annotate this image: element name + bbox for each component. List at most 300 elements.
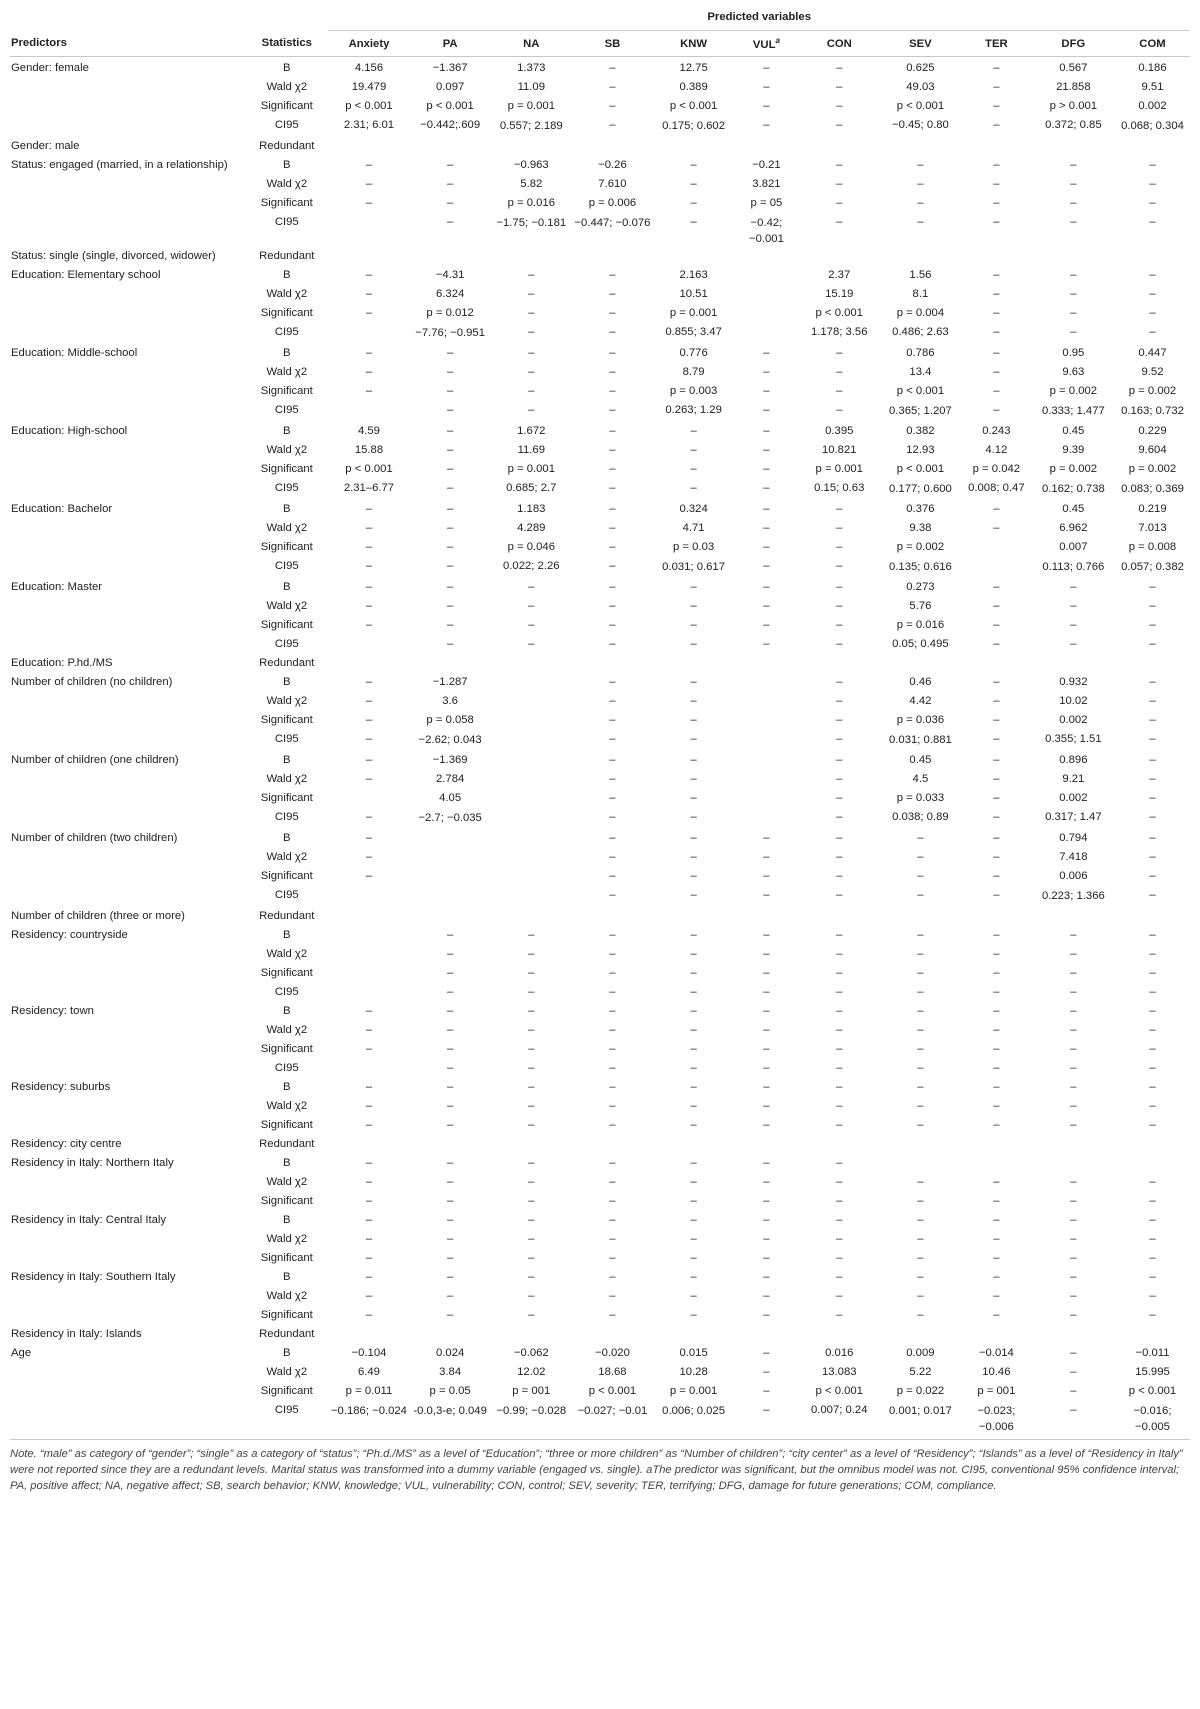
value-cell-anxiety: – — [365, 1005, 373, 1017]
table-row — [10, 1287, 1190, 1306]
value-cell-sev: – — [917, 1233, 924, 1245]
value-cell-ter: −0.014 — [978, 1347, 1014, 1359]
value-cell-ter: – — [993, 619, 1000, 631]
value-cell-anxiety: – — [365, 754, 373, 766]
value-cell-ter: – — [993, 522, 1000, 534]
value-cell-anxiety: 2.31; 6.01 — [343, 119, 395, 131]
value-cell-con: 10.821 — [821, 444, 857, 456]
value-cell-dfg: – — [1070, 1043, 1077, 1055]
value-cell-sev: 0.382 — [906, 425, 935, 437]
value-cell-pa: – — [446, 986, 454, 998]
value-cell-ter — [961, 1325, 1032, 1344]
value-cell-con: – — [836, 216, 843, 228]
value-cell-na: – — [528, 1271, 535, 1283]
value-cell-sev: 0.05; 0.495 — [892, 638, 949, 650]
value-cell-dfg: – — [1070, 307, 1077, 319]
value-cell-ter: – — [993, 119, 1000, 131]
table-row — [10, 964, 1190, 983]
value-cell-vul — [734, 711, 799, 730]
value-cell-ter: – — [993, 503, 1000, 515]
value-cell-anxiety — [328, 886, 409, 907]
table-row — [10, 770, 1190, 789]
value-cell-knw: – — [690, 811, 697, 823]
value-cell-con — [799, 1135, 880, 1154]
value-cell-vul: – — [763, 81, 770, 93]
value-cell-ter: – — [993, 1119, 1000, 1131]
value-cell-ter — [961, 654, 1032, 673]
value-cell-con: 0.15; 0.63 — [814, 482, 865, 494]
predictor-cell — [10, 441, 245, 460]
value-cell-con: – — [836, 1252, 843, 1264]
value-cell-vul: −0.21 — [752, 159, 781, 171]
predictor-cell — [10, 78, 245, 97]
value-cell-na — [491, 654, 572, 673]
value-cell-dfg: 7.418 — [1059, 851, 1088, 863]
table-row — [10, 363, 1190, 382]
value-cell-pa: 3.84 — [439, 1366, 462, 1378]
value-cell-na — [491, 1135, 572, 1154]
value-cell-anxiety: – — [365, 269, 373, 281]
predictor-cell — [10, 382, 245, 401]
value-cell-con: p = 0.001 — [815, 463, 863, 475]
value-cell-com: 9.52 — [1141, 366, 1164, 378]
value-cell-dfg: – — [1070, 288, 1077, 300]
value-cell-vul: – — [763, 889, 770, 901]
value-cell-con: – — [836, 967, 843, 979]
value-cell-com: – — [1149, 619, 1156, 631]
value-cell-sev: p = 0.016 — [896, 619, 945, 631]
value-cell-com: – — [1149, 1005, 1156, 1017]
value-cell-sev: – — [917, 1309, 924, 1321]
value-cell-dfg: 0.006 — [1059, 870, 1088, 882]
value-cell-dfg: 6.962 — [1059, 522, 1088, 534]
value-cell-sev — [880, 1135, 961, 1154]
value-cell-con: – — [836, 1005, 843, 1017]
value-cell-dfg: – — [1070, 159, 1077, 171]
value-cell-pa: 4.05 — [439, 792, 462, 804]
table-row — [10, 1192, 1190, 1211]
value-cell-com: – — [1149, 889, 1156, 901]
value-cell-anxiety: – — [365, 1271, 373, 1283]
value-cell-vul: – — [763, 967, 770, 979]
statistic-cell: Significant — [260, 967, 313, 979]
value-cell-pa: – — [446, 1309, 454, 1321]
value-cell-sev: – — [917, 1043, 924, 1055]
value-cell-na — [491, 829, 572, 848]
value-cell-com: – — [1149, 1233, 1156, 1245]
statistic-cell: B — [283, 1214, 291, 1226]
value-cell-knw: 0.006; 0.025 — [653, 1401, 734, 1440]
value-cell-dfg: – — [1070, 638, 1077, 650]
value-cell-sev: 0.001; 0.017 — [880, 1401, 961, 1440]
value-cell-ter: – — [993, 811, 1000, 823]
value-cell-sev: p < 0.001 — [896, 100, 945, 112]
table-row — [10, 1306, 1190, 1325]
value-cell-com: 0.083; 0.369 — [1121, 483, 1184, 495]
value-cell-com: 7.013 — [1138, 522, 1167, 534]
value-cell-sb: p < 0.001 — [588, 1385, 637, 1397]
value-cell-anxiety: – — [365, 1233, 373, 1245]
value-cell-dfg: 0.794 — [1059, 832, 1088, 844]
value-cell-ter — [961, 137, 1032, 156]
value-cell-sev: p = 0.004 — [896, 307, 945, 319]
value-cell-dfg: – — [1070, 1366, 1077, 1378]
value-cell-dfg: – — [1070, 1119, 1077, 1131]
value-cell-ter: – — [993, 851, 1000, 863]
value-cell-con: – — [836, 404, 843, 416]
value-cell-ter: – — [993, 307, 1000, 319]
table-row — [10, 1230, 1190, 1249]
value-cell-dfg: 0.317; 1.47 — [1045, 811, 1102, 823]
value-cell-pa: – — [446, 1119, 454, 1131]
statistic-cell: Redundant — [259, 1138, 315, 1150]
predictor-cell — [10, 1173, 245, 1192]
value-cell-ter: – — [993, 326, 1000, 338]
value-cell-knw: – — [690, 1290, 697, 1302]
value-cell-com: – — [1149, 811, 1156, 823]
value-cell-pa: p = 0.012 — [426, 307, 474, 319]
value-cell-sev: – — [917, 1195, 924, 1207]
value-cell-knw: – — [690, 197, 697, 209]
value-cell-vul: – — [734, 1401, 799, 1440]
value-cell-pa: – — [446, 1233, 454, 1245]
value-cell-knw: – — [690, 444, 697, 456]
value-cell-na: – — [528, 307, 535, 319]
value-cell-ter: – — [993, 81, 1000, 93]
value-cell-com: – — [1149, 1214, 1156, 1226]
value-cell-sev: 0.486; 2.63 — [892, 326, 949, 338]
table-row — [10, 886, 1190, 907]
value-cell-vul: – — [763, 600, 770, 612]
value-cell-pa: −0.442;.609 — [420, 119, 481, 131]
value-cell-pa: – — [446, 948, 454, 960]
value-cell-dfg: p = 0.002 — [1049, 385, 1098, 397]
value-cell-sev: – — [917, 967, 924, 979]
value-cell-anxiety — [328, 926, 409, 945]
value-cell-na — [491, 848, 572, 867]
value-cell-sev: 0.625 — [906, 62, 935, 74]
value-cell-vul — [734, 673, 799, 692]
table-row — [10, 808, 1190, 829]
table-row — [10, 156, 1190, 175]
value-cell-vul: – — [763, 1157, 770, 1169]
value-cell-vul — [734, 137, 799, 156]
value-cell-dfg — [1032, 654, 1115, 673]
predictor-cell — [10, 97, 245, 116]
value-cell-na — [491, 867, 572, 886]
value-cell-vul: – — [763, 851, 770, 863]
value-cell-knw: – — [690, 792, 697, 804]
value-cell-dfg: – — [1070, 1100, 1077, 1112]
value-cell-con: – — [836, 600, 843, 612]
statistic-cell: Wald χ2 — [266, 1100, 308, 1112]
value-cell-pa: – — [446, 1081, 454, 1093]
statistic-cell: Significant — [260, 197, 313, 209]
value-cell-sev: 12.93 — [906, 444, 935, 456]
value-cell-dfg: – — [1070, 1385, 1077, 1397]
value-cell-sev: – — [917, 159, 924, 171]
value-cell-ter: – — [993, 1233, 1000, 1245]
value-cell-pa: – — [446, 1290, 454, 1302]
value-cell-anxiety — [328, 983, 409, 1002]
predictor-cell — [10, 692, 245, 711]
value-cell-con: 0.395 — [825, 425, 854, 437]
table-row — [10, 1040, 1190, 1059]
predictor-cell — [10, 538, 245, 557]
value-cell-com: 0.229 — [1138, 425, 1167, 437]
predictor-cell: Gender: female — [11, 62, 89, 74]
value-cell-com: 0.186 — [1138, 62, 1167, 74]
value-cell-vul: – — [763, 444, 770, 456]
column-header-na: NA — [491, 31, 572, 57]
value-cell-vul: – — [763, 1119, 770, 1131]
value-cell-knw: – — [690, 1271, 697, 1283]
predictor-cell — [10, 479, 245, 500]
table-row — [10, 1135, 1190, 1154]
table-row — [10, 1173, 1190, 1192]
value-cell-ter: – — [993, 1309, 1000, 1321]
value-cell-pa — [410, 1325, 491, 1344]
value-cell-pa: 0.097 — [435, 81, 465, 93]
value-cell-vul: – — [763, 463, 770, 475]
value-cell-anxiety: p < 0.001 — [345, 100, 393, 112]
value-cell-vul: – — [763, 1366, 770, 1378]
statistic-cell: Significant — [260, 792, 313, 804]
value-cell-sb: – — [609, 503, 616, 515]
value-cell-anxiety: – — [365, 347, 373, 359]
value-cell-dfg: – — [1070, 1233, 1077, 1245]
value-cell-pa: – — [446, 1271, 454, 1283]
value-cell-com: – — [1149, 1062, 1156, 1074]
value-cell-ter: −0.023; −0.006 — [961, 1401, 1032, 1440]
value-cell-com — [1115, 654, 1190, 673]
value-cell-sev: – — [917, 1081, 924, 1093]
value-cell-con: – — [836, 714, 843, 726]
value-cell-pa: −4.31 — [435, 269, 465, 281]
value-cell-con — [799, 247, 880, 266]
value-cell-con — [799, 907, 880, 926]
predictor-cell — [10, 1401, 245, 1440]
statistic-cell: Wald χ2 — [266, 1290, 308, 1302]
value-cell-ter: 4.12 — [985, 444, 1008, 456]
value-cell-sev: 1.56 — [909, 269, 932, 281]
value-cell-com: 9.604 — [1138, 444, 1167, 456]
value-cell-con: – — [836, 1176, 843, 1188]
statistic-cell: Redundant — [259, 1328, 315, 1340]
column-header-pa: PA — [410, 31, 491, 57]
value-cell-na: p = 0.001 — [507, 463, 555, 475]
value-cell-ter — [961, 557, 1032, 578]
value-cell-sev: p = 0.022 — [896, 1385, 945, 1397]
predictor-cell — [10, 116, 245, 137]
value-cell-knw — [653, 1325, 734, 1344]
value-cell-anxiety: 19.479 — [351, 81, 387, 93]
value-cell-sb: – — [609, 62, 616, 74]
predictor-cell — [10, 401, 245, 422]
value-cell-ter: – — [993, 404, 1000, 416]
value-cell-sev: – — [917, 1100, 924, 1112]
value-cell-sb: – — [609, 385, 616, 397]
value-cell-anxiety: – — [365, 288, 373, 300]
value-cell-dfg: – — [1070, 197, 1077, 209]
value-cell-vul — [734, 907, 799, 926]
predictor-cell: Residency in Italy: Central Italy — [11, 1214, 167, 1226]
value-cell-sev: – — [917, 178, 924, 190]
value-cell-pa: – — [446, 425, 454, 437]
value-cell-sev: – — [917, 1119, 924, 1131]
value-cell-vul: – — [763, 1347, 770, 1359]
table-row — [10, 1363, 1190, 1382]
value-cell-pa — [410, 247, 491, 266]
value-cell-pa: – — [446, 1157, 454, 1169]
value-cell-con: 0.016 — [825, 1347, 854, 1359]
predictor-cell — [10, 213, 245, 247]
value-cell-ter: – — [993, 889, 1000, 901]
value-cell-sev: 8.1 — [912, 288, 929, 300]
value-cell-dfg: 0.896 — [1059, 754, 1088, 766]
statistic-cell: Wald χ2 — [266, 366, 308, 378]
value-cell-con: – — [836, 62, 843, 74]
table-row — [10, 983, 1190, 1002]
table-row — [10, 557, 1190, 578]
value-cell-anxiety — [328, 401, 409, 422]
value-cell-na: 0.022; 2.26 — [503, 560, 560, 572]
value-cell-dfg: 0.007 — [1059, 541, 1088, 553]
value-cell-ter — [961, 247, 1032, 266]
value-cell-sb: – — [609, 619, 616, 631]
value-cell-sev: p = 0.036 — [896, 714, 945, 726]
statistic-cell: B — [283, 929, 291, 941]
column-header-con: CON — [799, 31, 880, 57]
value-cell-anxiety: – — [365, 1157, 373, 1169]
value-cell-anxiety — [328, 907, 409, 926]
value-cell-sb: – — [609, 792, 616, 804]
value-cell-anxiety: – — [365, 1176, 373, 1188]
value-cell-pa: – — [446, 347, 454, 359]
value-cell-ter: – — [993, 773, 1000, 785]
value-cell-knw — [653, 1135, 734, 1154]
value-cell-anxiety — [328, 654, 409, 673]
value-cell-anxiety — [328, 1059, 409, 1078]
value-cell-vul — [734, 654, 799, 673]
value-cell-sb: – — [609, 948, 616, 960]
value-cell-knw: – — [690, 1100, 697, 1112]
value-cell-na: – — [528, 638, 535, 650]
predictor-cell: Number of children (one children) — [11, 754, 179, 766]
statistic-cell: CI95 — [274, 404, 299, 416]
value-cell-anxiety: – — [365, 870, 373, 882]
value-cell-sb: – — [609, 754, 616, 766]
value-cell-con — [799, 1325, 880, 1344]
value-cell-anxiety: 6.49 — [357, 1366, 380, 1378]
value-cell-con — [799, 654, 880, 673]
table-row — [10, 116, 1190, 137]
predictor-cell: Number of children (three or more) — [11, 910, 185, 922]
value-cell-dfg: – — [1070, 1214, 1077, 1226]
value-cell-sev: 13.4 — [909, 366, 932, 378]
value-cell-con: – — [836, 1081, 843, 1093]
value-cell-vul: p = 05 — [750, 197, 783, 209]
value-cell-anxiety — [328, 247, 409, 266]
predictor-cell — [10, 1192, 245, 1211]
value-cell-dfg — [1032, 907, 1115, 926]
value-cell-anxiety: – — [365, 851, 373, 863]
value-cell-sb — [572, 1135, 653, 1154]
value-cell-sb: – — [609, 1252, 616, 1264]
predictor-cell — [10, 808, 245, 829]
value-cell-knw: – — [690, 773, 697, 785]
value-cell-com: −0.011 — [1135, 1347, 1170, 1359]
predictor-cell — [10, 597, 245, 616]
predictor-cell — [10, 1097, 245, 1116]
value-cell-sb: p = 0.006 — [588, 197, 637, 209]
predictor-cell — [10, 1059, 245, 1078]
value-cell-vul: – — [763, 100, 770, 112]
value-cell-pa: – — [446, 178, 454, 190]
value-cell-com — [1115, 137, 1190, 156]
value-cell-com: – — [1149, 269, 1156, 281]
value-cell-con: – — [836, 1271, 843, 1283]
value-cell-anxiety: – — [365, 307, 373, 319]
value-cell-sev — [880, 1154, 961, 1173]
value-cell-vul: – — [763, 1062, 770, 1074]
value-cell-vul: – — [763, 1271, 770, 1283]
predictor-cell — [10, 635, 245, 654]
value-cell-sb: – — [609, 851, 616, 863]
value-cell-sev: 0.45 — [909, 754, 932, 766]
value-cell-na: 11.09 — [517, 81, 545, 93]
value-cell-ter: 0.243 — [982, 425, 1011, 437]
statistic-cell: B — [283, 581, 291, 593]
value-cell-anxiety: – — [365, 1214, 373, 1226]
value-cell-na: – — [528, 929, 535, 941]
value-cell-dfg: p = 0.002 — [1049, 463, 1098, 475]
value-cell-con: 15.19 — [825, 288, 854, 300]
value-cell-na: – — [528, 600, 535, 612]
statistic-cell: Significant — [260, 1119, 313, 1131]
value-cell-con: – — [836, 159, 843, 171]
value-cell-ter: – — [993, 948, 1000, 960]
predictors-header: Predictors — [10, 31, 245, 57]
value-cell-ter: – — [993, 197, 1000, 209]
value-cell-com: – — [1149, 1290, 1156, 1302]
value-cell-dfg: 0.45 — [1062, 425, 1085, 437]
value-cell-vul — [734, 247, 799, 266]
value-cell-com — [1115, 1154, 1190, 1173]
value-cell-knw: p = 0.03 — [673, 541, 715, 553]
statistic-cell: Wald χ2 — [266, 695, 308, 707]
value-cell-na: – — [528, 1062, 535, 1074]
value-cell-knw: – — [690, 1024, 697, 1036]
statistic-cell: Significant — [260, 619, 313, 631]
value-cell-vul — [734, 1325, 799, 1344]
column-header-dfg: DFG — [1032, 31, 1115, 57]
statistic-cell: Significant — [260, 1043, 313, 1055]
value-cell-sev: 0.376 — [906, 503, 935, 515]
value-cell-vul: – — [763, 986, 770, 998]
table-row — [10, 382, 1190, 401]
value-cell-sb: – — [609, 100, 616, 112]
value-cell-sb — [572, 654, 653, 673]
value-cell-sev: 0.009 — [906, 1347, 935, 1359]
value-cell-dfg: 9.63 — [1062, 366, 1085, 378]
value-cell-pa: – — [446, 1024, 454, 1036]
predictor-cell — [10, 460, 245, 479]
value-cell-knw — [653, 247, 734, 266]
value-cell-pa: p = 0.05 — [429, 1385, 471, 1397]
statistic-cell: B — [283, 1271, 291, 1283]
value-cell-anxiety — [328, 137, 409, 156]
